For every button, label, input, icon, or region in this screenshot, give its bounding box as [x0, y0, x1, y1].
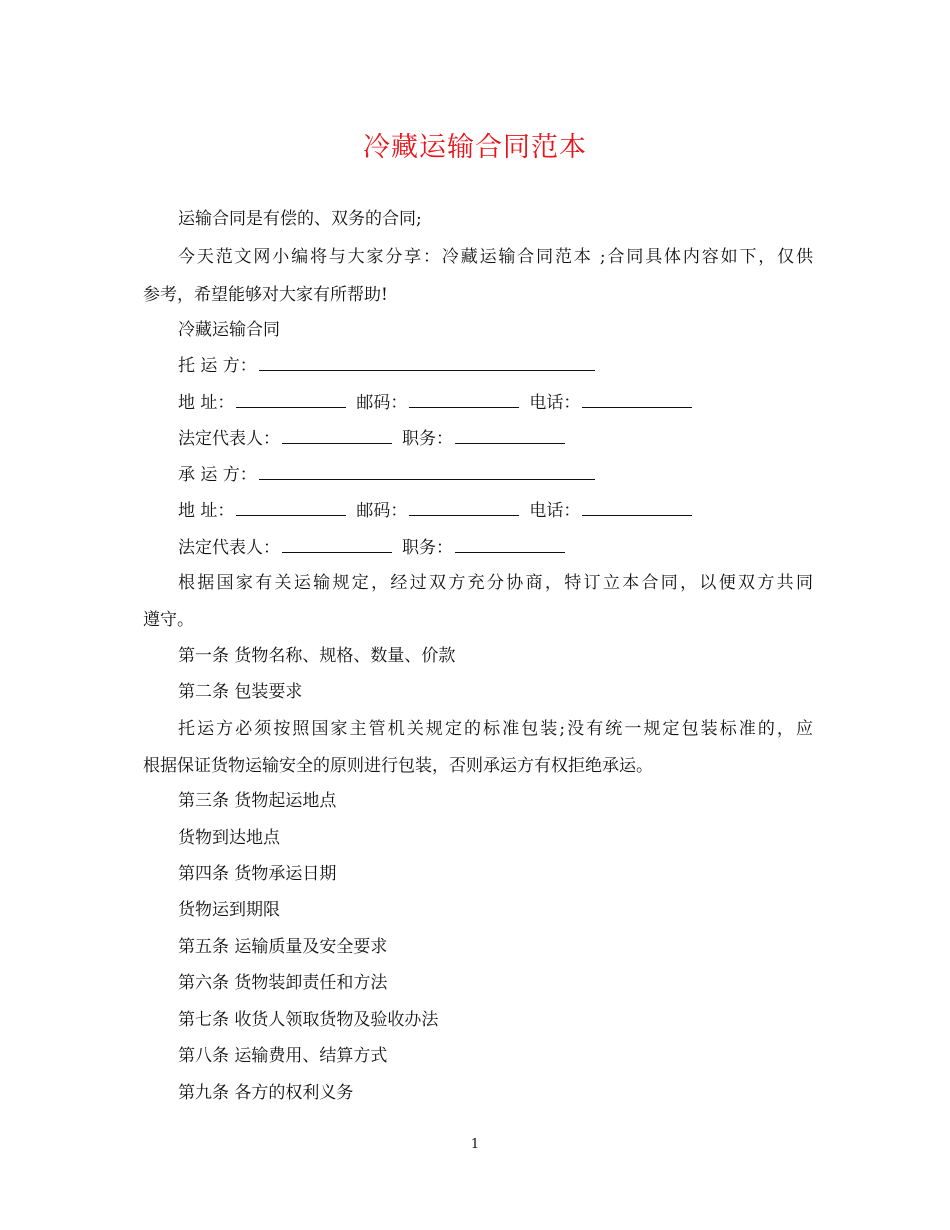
article-7-heading: 第七条 收货人领取货物及验收办法: [178, 1010, 439, 1030]
carrier-party-row: [143, 463, 813, 487]
shipper-position-blank[interactable]: [455, 427, 565, 444]
shipper-phone-label: 电话：: [529, 393, 581, 413]
carrier-address-label: 地 址：: [178, 501, 235, 521]
shipper-address-blank[interactable]: [236, 391, 346, 408]
shipper-legal-rep-blank[interactable]: [282, 427, 392, 444]
article-1-heading: 第一条 货物名称、规格、数量、价款: [178, 646, 456, 666]
shipper-postcode-label: 邮码：: [356, 393, 408, 413]
article-9-heading: 第九条 各方的权利义务: [178, 1083, 354, 1103]
shipper-address-row: [143, 391, 813, 415]
carrier-postcode-label: 邮码：: [356, 501, 408, 521]
article-2-heading: 第二条 包装要求: [178, 682, 303, 702]
carrier-phone-label: 电话：: [529, 501, 581, 521]
shipper-position-label: 职务：: [402, 429, 453, 449]
carrier-position-label: 职务：: [402, 538, 453, 558]
page-number: 1: [470, 1137, 480, 1152]
shipper-legal-rep-label: 法定代表人：: [178, 429, 280, 449]
shipper-address-label: 地 址：: [178, 393, 235, 413]
carrier-phone-blank[interactable]: [582, 499, 692, 516]
shipper-legal-rep-row: [143, 427, 813, 451]
article-5-heading: 第五条 运输质量及安全要求: [178, 937, 388, 957]
shipper-party-row: [143, 354, 813, 378]
contract-heading: 冷藏运输合同: [178, 320, 280, 340]
carrier-address-row: [143, 499, 813, 523]
article-3-subline: 货物到达地点: [178, 828, 280, 848]
carrier-legal-rep-blank[interactable]: [282, 536, 392, 553]
carrier-party-label: 承 运 方：: [178, 465, 257, 485]
article-2-body-line-2: 根据保证货物运输安全的原则进行包装，否则承运方有权拒绝承运。: [143, 756, 653, 776]
preamble-line-2: 遵守。: [143, 610, 194, 630]
shipper-party-blank[interactable]: [259, 354, 595, 371]
carrier-address-blank[interactable]: [236, 499, 346, 516]
article-4-heading: 第四条 货物承运日期: [178, 864, 337, 884]
article-3-heading: 第三条 货物起运地点: [178, 791, 337, 811]
document-title: 冷藏运输合同范本: [363, 132, 587, 163]
shipper-postcode-blank[interactable]: [409, 391, 519, 408]
shipper-party-label: 托 运 方：: [178, 356, 257, 376]
intro-line-2: 今天范文网小编将与大家分享：冷藏运输合同范本 ;合同具体内容如下，仅供: [178, 247, 813, 267]
preamble-line-1: 根据国家有关运输规定，经过双方充分协商，特订立本合同，以便双方共同: [178, 573, 813, 593]
intro-line-3: 参考，希望能够对大家有所帮助!: [143, 285, 388, 305]
carrier-party-blank[interactable]: [259, 463, 595, 480]
carrier-legal-rep-label: 法定代表人：: [178, 538, 280, 558]
carrier-position-blank[interactable]: [455, 536, 565, 553]
article-4-subline: 货物运到期限: [178, 900, 280, 920]
carrier-legal-rep-row: [143, 536, 813, 560]
shipper-phone-blank[interactable]: [582, 391, 692, 408]
intro-line-1: 运输合同是有偿的、双务的合同;: [178, 209, 422, 229]
article-8-heading: 第八条 运输费用、结算方式: [178, 1046, 388, 1066]
article-6-heading: 第六条 货物装卸责任和方法: [178, 973, 388, 993]
article-2-body-line-1: 托运方必须按照国家主管机关规定的标准包装;没有统一规定包装标准的，应: [178, 719, 813, 739]
carrier-postcode-blank[interactable]: [409, 499, 519, 516]
